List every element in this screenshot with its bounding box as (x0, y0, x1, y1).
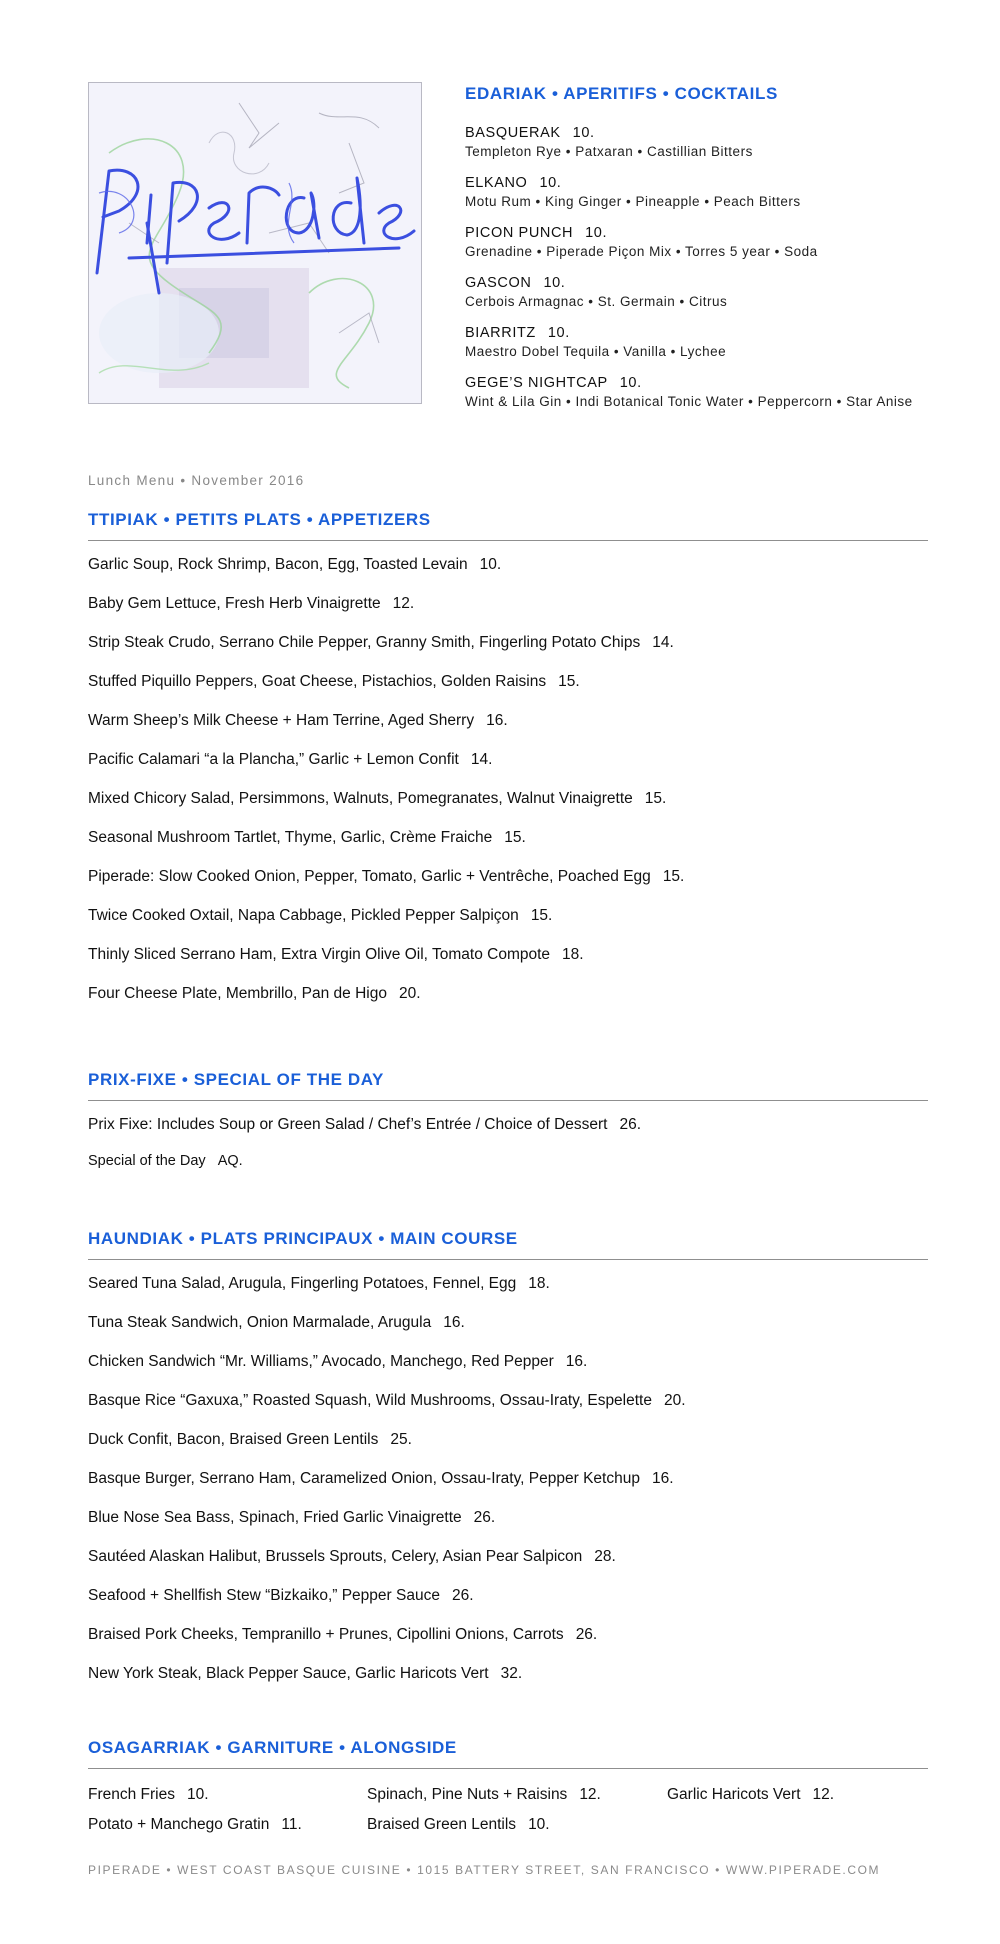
item-name: Sautéed Alaskan Halibut, Brussels Sprouts, Celery, Asian Pear Salpicon (88, 1548, 583, 1565)
item-name: New York Steak, Black Pepper Sauce, Garlic Haricots Vert (88, 1665, 489, 1682)
item-name: Special of the Day (88, 1153, 206, 1169)
item-name: Stuffed Piquillo Peppers, Goat Cheese, Pistachios, Golden Raisins (88, 673, 547, 690)
menu-item (88, 750, 928, 789)
menu-item (88, 984, 928, 1023)
menu-item (88, 594, 928, 633)
menu-item (88, 1469, 928, 1508)
cocktails-title: EDARIAK • APERITIFS • COCKTAILS (465, 84, 778, 103)
drink-name: BASQUERAK (465, 125, 561, 141)
drink-description: Cerbois Armagnac • St. Germain • Citrus (465, 294, 728, 309)
main-course-title: HAUNDIAK • PLATS PRINCIPAUX • MAIN COURSE (88, 1229, 518, 1248)
main-course-section (88, 1229, 928, 1703)
appetizers-title: TTIPIAK • PETITS PLATS • APPETIZERS (88, 510, 431, 529)
item-price: 14. (470, 751, 493, 768)
item-price: 16. (565, 1353, 588, 1370)
drink-description: Motu Rum • King Ginger • Pineapple • Peach Bitters (465, 194, 801, 209)
menu-item (88, 672, 928, 711)
drink-name: GASCON (465, 275, 532, 291)
drink-name: GEGE’S NIGHTCAP (465, 375, 608, 391)
drink-name: BIARRITZ (465, 325, 536, 341)
item-price: 20. (398, 985, 421, 1002)
item-price: 25. (390, 1431, 412, 1448)
menu-item (88, 1586, 928, 1625)
menu-item (88, 633, 928, 672)
item-name: Potato + Manchego Gratin (88, 1816, 270, 1833)
item-name: Garlic Haricots Vert (667, 1786, 801, 1803)
item-price: 10. (479, 556, 502, 573)
drink-price: 10. (572, 125, 595, 141)
item-price: 16. (486, 712, 508, 729)
item-name: Thinly Sliced Serrano Ham, Extra Virgin Olive Oil, Tomato Compote (88, 946, 551, 963)
sides-section (88, 1738, 928, 1839)
menu-item (88, 945, 928, 984)
item-price: 16. (443, 1314, 465, 1331)
item-price: 10. (528, 1816, 550, 1833)
menu-item (88, 1508, 928, 1547)
logo-artwork (88, 82, 422, 404)
item-name: Chicken Sandwich “Mr. Williams,” Avocado, Manchego, Red Pepper (88, 1353, 554, 1370)
drink-price: 10. (585, 225, 608, 241)
side-item (667, 1785, 834, 1805)
item-price: AQ. (217, 1153, 243, 1169)
drink-item (465, 174, 935, 210)
prixfixe-title: PRIX-FIXE • SPECIAL OF THE DAY (88, 1070, 385, 1089)
item-name: Tuna Steak Sandwich, Onion Marmalade, Arugula (88, 1314, 432, 1331)
drink-name: PICON PUNCH (465, 225, 574, 241)
item-price: 28. (594, 1548, 616, 1565)
drink-description: Templeton Rye • Patxaran • Castillian Bitters (465, 144, 753, 159)
item-price: 15. (662, 868, 685, 885)
appetizers-section (88, 510, 928, 1023)
item-name: Spinach, Pine Nuts + Raisins (367, 1786, 568, 1803)
item-name: Pacific Calamari “a la Plancha,” Garlic + Lemon Confit (88, 751, 459, 768)
menu-item (88, 1625, 928, 1664)
item-name: Garlic Soup, Rock Shrimp, Bacon, Egg, Toasted Levain (88, 556, 468, 573)
item-name: Twice Cooked Oxtail, Napa Cabbage, Pickled Pepper Salpiçon (88, 907, 519, 924)
item-name: Braised Green Lentils (367, 1816, 517, 1833)
item-name: Four Cheese Plate, Membrillo, Pan de Higo (88, 985, 387, 1002)
drink-price: 10. (619, 375, 642, 391)
item-name: Braised Pork Cheeks, Tempranillo + Prunes, Cipollini Onions, Carrots (88, 1626, 564, 1643)
item-name: French Fries (88, 1786, 175, 1803)
menu-item (88, 1313, 928, 1352)
item-name: Piperade: Slow Cooked Onion, Pepper, Tomato, Garlic + Ventrêche, Poached Egg (88, 868, 651, 885)
menu-item (88, 1547, 928, 1586)
menu-item (88, 555, 928, 594)
item-name: Blue Nose Sea Bass, Spinach, Fried Garlic Vinaigrette (88, 1509, 462, 1526)
side-item (367, 1815, 550, 1835)
item-price: 12. (579, 1786, 601, 1803)
menu-item (88, 1430, 928, 1469)
side-item (367, 1785, 601, 1805)
item-price: 26. (451, 1587, 474, 1604)
item-name: Seared Tuna Salad, Arugula, Fingerling Potatoes, Fennel, Egg (88, 1275, 517, 1292)
item-name: Duck Confit, Bacon, Braised Green Lentils (88, 1431, 379, 1448)
item-price: 15. (530, 907, 553, 924)
drink-item (465, 374, 935, 410)
item-price: 15. (558, 673, 580, 690)
item-price: 15. (504, 829, 526, 846)
drink-description: Maestro Dobel Tequila • Vanilla • Lychee (465, 344, 727, 359)
item-price: 18. (562, 946, 584, 963)
piperade-logo-image (89, 83, 421, 403)
drink-price: 10. (539, 175, 562, 191)
menu-item (88, 1115, 928, 1151)
menu-item (88, 867, 928, 906)
cocktails-section (465, 84, 935, 424)
item-price: 11. (281, 1816, 302, 1833)
item-price: 12. (392, 595, 415, 612)
drink-item (465, 274, 935, 310)
menu-item (88, 1274, 928, 1313)
item-price: 18. (528, 1275, 550, 1292)
item-price: 26. (575, 1626, 598, 1643)
menu-item (88, 828, 928, 867)
drink-item (465, 324, 935, 360)
drink-item (465, 224, 935, 260)
item-price: 16. (651, 1470, 674, 1487)
item-price: 26. (619, 1116, 642, 1133)
item-name: Prix Fixe: Includes Soup or Green Salad / Chef’s Entrée / Choice of Dessert (88, 1116, 608, 1133)
drink-description: Wint & Lila Gin • Indi Botanical Tonic Water • Peppercorn • Star Anise (465, 394, 913, 409)
item-price: 14. (652, 634, 674, 651)
item-name: Basque Burger, Serrano Ham, Caramelized Onion, Ossau-Iraty, Pepper Ketchup (88, 1470, 640, 1487)
drink-price: 10. (543, 275, 566, 291)
item-name: Baby Gem Lettuce, Fresh Herb Vinaigrette (88, 595, 381, 612)
side-item (88, 1785, 209, 1805)
menu-item (88, 1391, 928, 1430)
item-name: Warm Sheep’s Milk Cheese + Ham Terrine, Aged Sherry (88, 712, 475, 729)
item-name: Mixed Chicory Salad, Persimmons, Walnuts, Pomegranates, Walnut Vinaigrette (88, 790, 633, 807)
item-price: 15. (644, 790, 667, 807)
item-price: 10. (187, 1786, 209, 1803)
drink-item (465, 124, 935, 160)
item-name: Seasonal Mushroom Tartlet, Thyme, Garlic, Crème Fraiche (88, 829, 493, 846)
menu-date-note: Lunch Menu • November 2016 (88, 473, 305, 488)
item-price: 26. (473, 1509, 496, 1526)
sides-title: OSAGARRIAK • GARNITURE • ALONGSIDE (88, 1738, 457, 1757)
drink-price: 10. (547, 325, 570, 341)
item-name: Seafood + Shellfish Stew “Bizkaiko,” Pepper Sauce (88, 1587, 440, 1604)
footer-address: PIPERADE • WEST COAST BASQUE CUISINE • 1015 BATTERY STREET, SAN FRANCISCO • WWW.PIPERADE.COM (88, 1863, 881, 1877)
menu-item (88, 711, 928, 750)
item-price: 12. (812, 1786, 835, 1803)
menu-item (88, 906, 928, 945)
drink-name: ELKANO (465, 175, 528, 191)
menu-item (88, 789, 928, 828)
menu-item (88, 1352, 928, 1391)
side-item (88, 1815, 302, 1835)
drink-description: Grenadine • Piperade Piçon Mix • Torres 5 year • Soda (465, 244, 818, 259)
prixfixe-section (88, 1070, 928, 1187)
item-name: Basque Rice “Gaxuxa,” Roasted Squash, Wild Mushrooms, Ossau-Iraty, Espelette (88, 1392, 652, 1409)
item-name: Strip Steak Crudo, Serrano Chile Pepper, Granny Smith, Fingerling Potato Chips (88, 634, 641, 651)
menu-item (88, 1151, 928, 1187)
item-price: 20. (663, 1392, 686, 1409)
menu-item (88, 1664, 928, 1703)
item-price: 32. (500, 1665, 523, 1682)
